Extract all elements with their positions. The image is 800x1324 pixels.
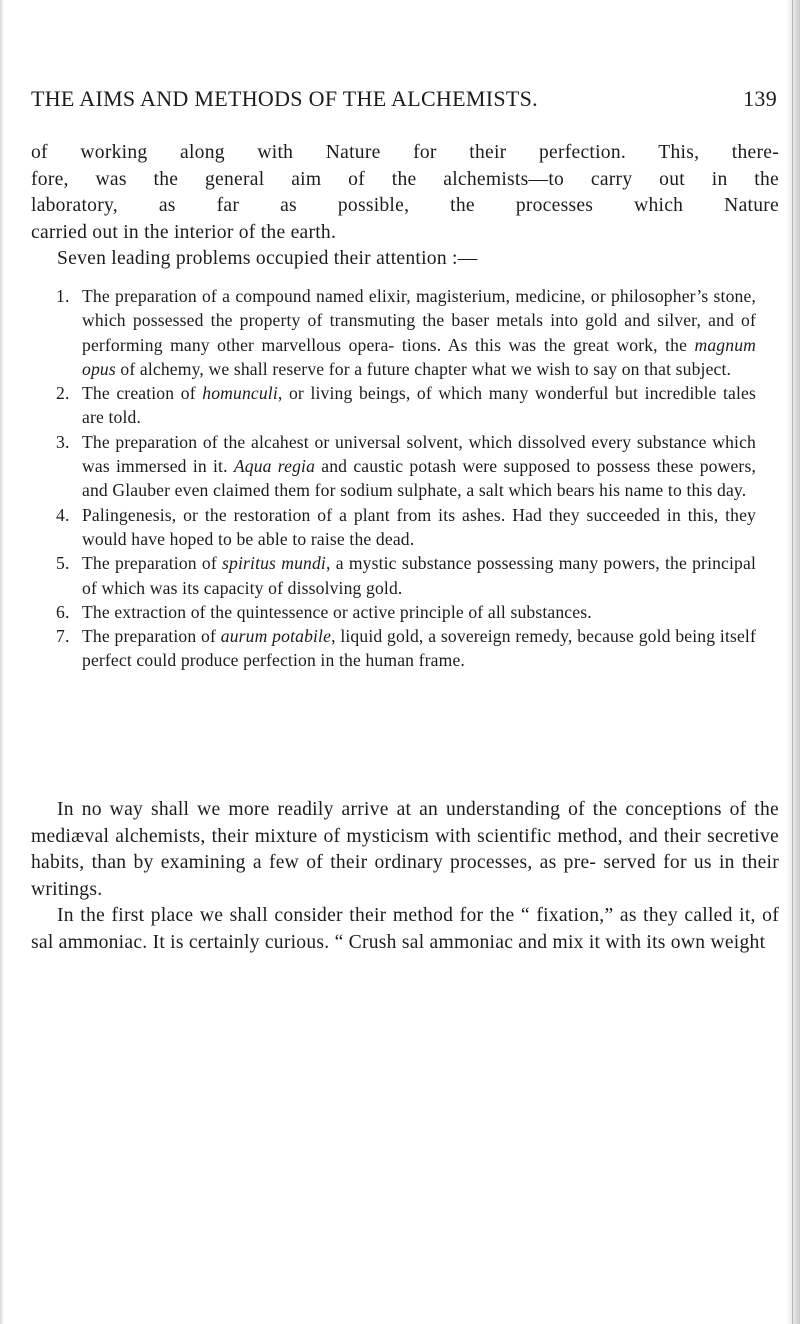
problem-item	[56, 284, 756, 381]
problem-text: , a mystic substance possessing many powers, the principal of which was its capacity of dissolving gold.	[82, 553, 756, 598]
problem-text: , or living beings, of which many wonderful but incredible tales are told.	[82, 383, 756, 428]
problem-text: The creation of	[82, 383, 203, 404]
intro-paragraph	[31, 140, 779, 273]
problem-text: , liquid gold, a sovereign remedy, because gold being itself perfect could produce perfection in the human frame.	[82, 626, 756, 671]
running-head	[31, 86, 777, 116]
page-number: 139	[743, 86, 777, 111]
problem-number: 1.	[56, 286, 70, 306]
intro-line: fore, was the general aim of the alchemists—to carry out in the	[31, 168, 779, 190]
problem-item	[56, 503, 756, 552]
problem-item	[56, 551, 756, 600]
page-gutter-shadow	[0, 0, 4, 1324]
problem-text: and caustic potash were supposed to possess these powers, and Glauber even claimed them for sodium sulphate, a salt which bears his name to this day.	[82, 456, 756, 501]
problem-item	[56, 600, 756, 624]
problem-number: 5.	[56, 553, 70, 574]
italic-term: spiritus mundi	[222, 553, 326, 574]
running-head-title: THE AIMS AND METHODS OF THE ALCHEMISTS.	[31, 86, 538, 111]
problem-list	[56, 284, 756, 673]
page-edge	[786, 0, 800, 1324]
problem-text: The extraction of the quintessence or active principle of all substances.	[82, 601, 592, 622]
problem-number: 7.	[56, 626, 70, 647]
italic-term: homunculi	[202, 383, 278, 404]
problems-lead: Seven leading problems occupied their attention :—	[57, 248, 478, 270]
problem-text: Palingenesis, or the restoration of a plant from its ashes. Had they succeeded in this, they would have hoped to be able to raise the dead.	[82, 504, 756, 549]
problem-number: 3.	[56, 431, 70, 452]
problem-item	[56, 624, 756, 673]
problem-number: 2.	[56, 383, 70, 404]
problem-text: of alchemy, we shall reserve for a future chapter what we wish to say on that subject.	[115, 358, 732, 379]
closing-text	[31, 797, 779, 957]
italic-term: Aqua regia	[233, 456, 316, 477]
problem-text: The preparation of the alcahest or universal solvent, which dissolved every substance which was immersed in it.	[82, 431, 756, 477]
problem-number: 4.	[56, 504, 70, 525]
closing-paragraph-2: In the first place we shall consider their method for the “ fixation,” as they called it, of sal ammoniac. It is certainly curious. “ Crush sal ammoniac and mix it with its own weight	[31, 905, 779, 953]
intro-line: laboratory, as far as possible, the processes which Nature	[31, 195, 779, 217]
intro-line: carried out in the interior of the earth.	[31, 221, 337, 243]
intro-line: of working along with Nature for their perfection. This, there-	[31, 142, 779, 163]
problem-text: The preparation of	[82, 626, 221, 647]
problem-text: The preparation of	[82, 553, 223, 574]
problem-text: The preparation of a compound named elixir, magisterium, medicine, or philosopher’s stone, which possessed the property of transmuting the baser metals into gold and silver, and of performing many other marvellous opera- tions. As this was the great work, the	[82, 286, 756, 355]
problem-item	[56, 381, 756, 430]
problem-item	[56, 430, 756, 503]
italic-term: aurum potabile	[220, 626, 332, 647]
closing-paragraph-1: In no way shall we more readily arrive at an understanding of the conceptions of the mediæval alchemists, their mixture of mysticism with scientific method, and their secretive habits, than by examining a few of their ordinary processes, as pre- served for us in their writings.	[31, 799, 779, 900]
italic-term: magnum opus	[82, 334, 756, 379]
problem-number: 6.	[56, 601, 70, 622]
